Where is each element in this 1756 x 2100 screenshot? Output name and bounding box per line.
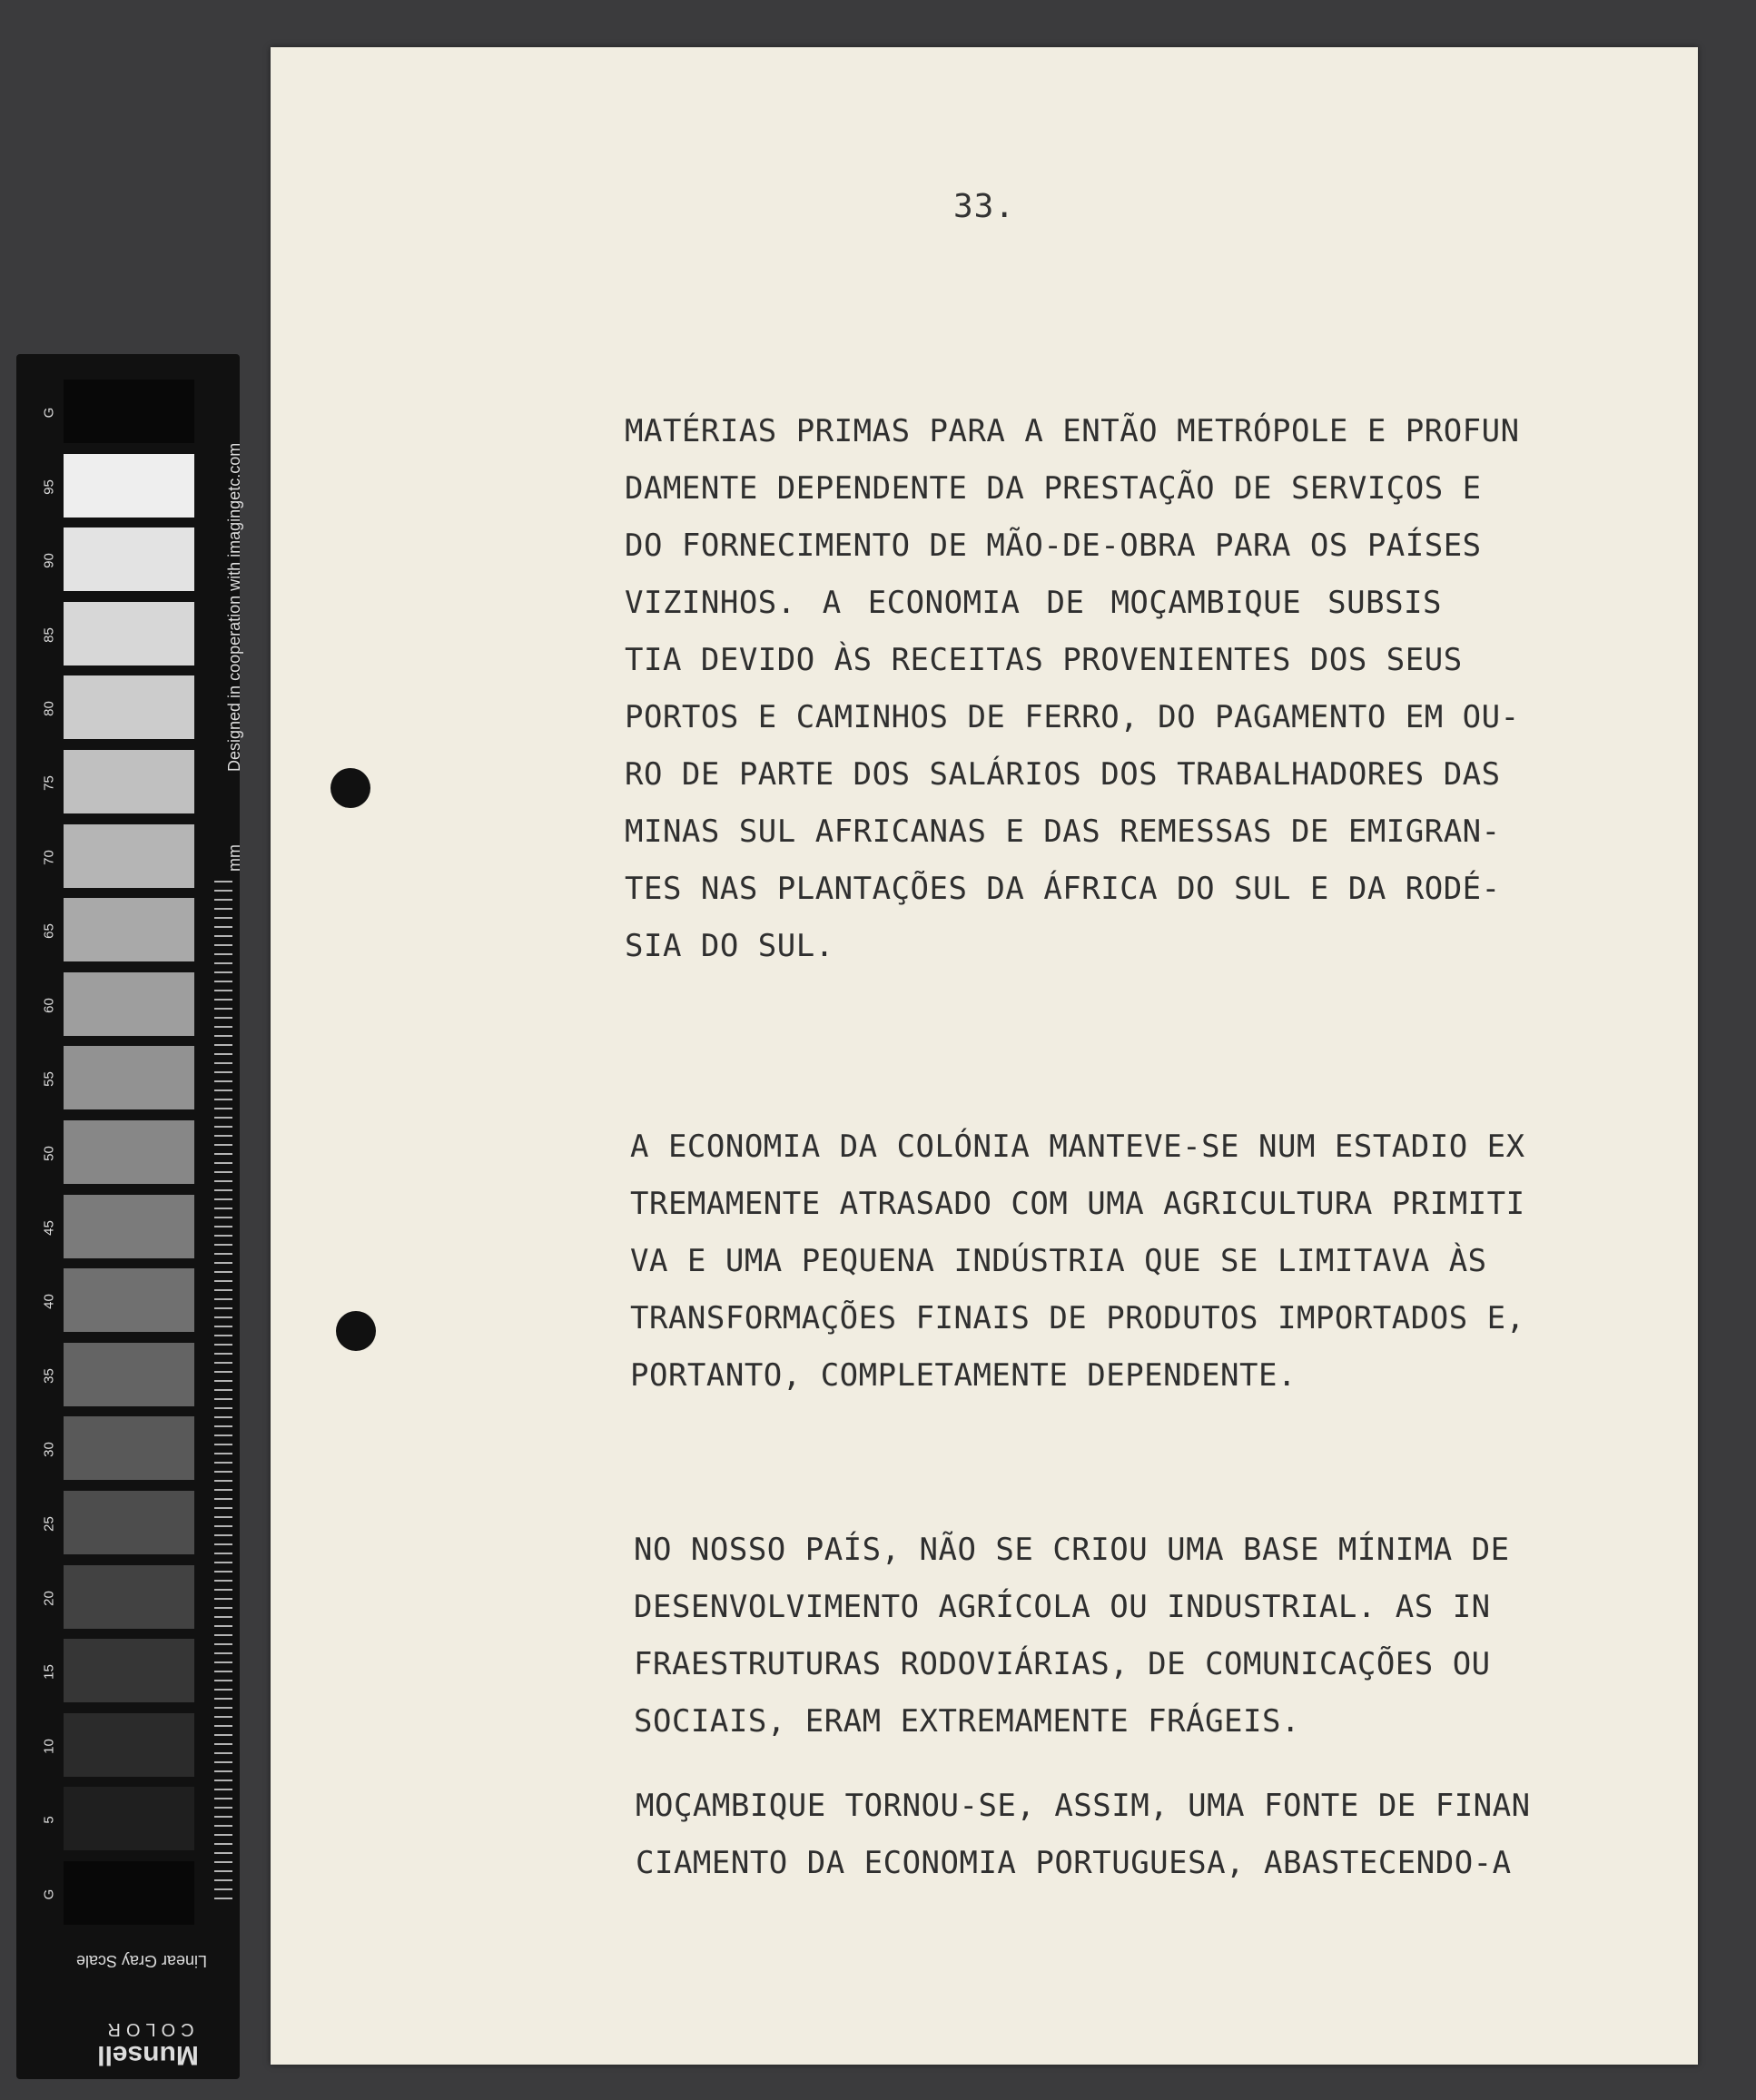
- text-line: MATÉRIAS PRIMAS PARA A ENTÃO METRÓPOLE E PROFUN: [625, 413, 1520, 449]
- gray-patch: [64, 1046, 194, 1109]
- gray-patch-label: 75: [41, 775, 57, 791]
- text-line: VIZINHOS. A ECONOMIA DE MOÇAMBIQUE SUBSIS: [625, 585, 1442, 621]
- gray-patch-label: 25: [41, 1516, 57, 1532]
- gray-patch-label: 85: [41, 626, 57, 643]
- mm-label: mm: [225, 844, 243, 872]
- text-line: SIA DO SUL.: [625, 928, 834, 964]
- text-line: A ECONOMIA DA COLÓNIA MANTEVE-SE NUM ESTADIO EX: [630, 1129, 1525, 1165]
- munsell-logo: Munsell COLOR: [97, 2019, 199, 2070]
- gray-patch: [64, 1565, 194, 1629]
- gray-patch-label: 95: [41, 478, 57, 495]
- gray-patch-label: 30: [41, 1442, 57, 1458]
- gray-patch-label: 50: [41, 1146, 57, 1161]
- page-number: 33.: [952, 188, 1016, 225]
- paragraph-2: [630, 1119, 1525, 1405]
- text-line: TIA DEVIDO ÀS RECEITAS PROVENIENTES DOS SEUS: [625, 642, 1463, 678]
- gray-patch: [64, 1416, 194, 1480]
- text-line: NO NOSSO PAÍS, NÃO SE CRIOU UMA BASE MÍNIMA DE: [634, 1532, 1510, 1568]
- gray-patch: [64, 1268, 194, 1332]
- gray-patch: [64, 824, 194, 888]
- gray-patch-label: 15: [41, 1664, 57, 1681]
- text-line: DESENVOLVIMENTO AGRÍCOLA OU INDUSTRIAL. AS IN: [634, 1589, 1491, 1625]
- text-line: VA E UMA PEQUENA INDÚSTRIA QUE SE LIMITAVA ÀS: [630, 1243, 1487, 1279]
- mm-ruler: [214, 881, 232, 1907]
- punch-hole-bottom: [336, 1311, 376, 1351]
- gray-patch: [64, 1787, 194, 1850]
- gray-patch-label: 20: [41, 1590, 57, 1606]
- paragraph-3: [634, 1522, 1510, 1750]
- text-line: PORTANTO, COMPLETAMENTE DEPENDENTE.: [630, 1357, 1297, 1394]
- gray-patch-label: 5: [41, 1816, 57, 1825]
- gray-patch: [64, 1343, 194, 1406]
- text-line: TREMAMENTE ATRASADO COM UMA AGRICULTURA PRIMITI: [630, 1186, 1525, 1222]
- gray-patch-label: 35: [41, 1367, 57, 1384]
- paragraph-1: [625, 403, 1520, 975]
- gray-patch-label: G: [41, 1888, 57, 1900]
- text-line: MINAS SUL AFRICANAS E DAS REMESSAS DE EMIGRAN-: [625, 813, 1501, 850]
- text-line: FRAESTRUTURAS RODOVIÁRIAS, DE COMUNICAÇÕES OU: [634, 1646, 1491, 1682]
- gray-patch-label: 60: [41, 997, 57, 1013]
- gray-patch-label: 45: [41, 1219, 57, 1236]
- gray-patch: [64, 972, 194, 1036]
- text-line: CIAMENTO DA ECONOMIA PORTUGUESA, ABASTECENDO-A: [636, 1845, 1512, 1881]
- text-line: DO FORNECIMENTO DE MÃO-DE-OBRA PARA OS PAÍSES: [625, 527, 1482, 564]
- gray-patch: [64, 675, 194, 739]
- text-line: PORTOS E CAMINHOS DE FERRO, DO PAGAMENTO EM OU-: [625, 699, 1520, 735]
- gray-patch: [64, 1120, 194, 1184]
- gray-patch-label: 90: [41, 553, 57, 569]
- gray-patch: [64, 527, 194, 591]
- gray-patch-label: G: [41, 407, 57, 419]
- gray-patch-label: 70: [41, 849, 57, 865]
- gray-patch-label: 55: [41, 1071, 57, 1088]
- gray-patch-label: 80: [41, 701, 57, 717]
- gray-patch: [64, 1195, 194, 1258]
- scale-title: Linear Gray Scale: [75, 1952, 207, 1970]
- text-line: TES NAS PLANTAÇÕES DA ÁFRICA DO SUL E DA RODÉ-: [625, 871, 1501, 907]
- paragraph-4: [636, 1778, 1531, 1892]
- text-line: MOÇAMBIQUE TORNOU-SE, ASSIM, UMA FONTE DE FINAN: [636, 1788, 1531, 1824]
- designed-credit: Designed in cooperation with imagingetc.com: [225, 442, 243, 772]
- gray-patch: [64, 1713, 194, 1777]
- text-line: DAMENTE DEPENDENTE DA PRESTAÇÃO DE SERVIÇOS E: [625, 470, 1482, 507]
- text-line: SOCIAIS, ERAM EXTREMAMENTE FRÁGEIS.: [634, 1703, 1300, 1740]
- gray-patch: [64, 1639, 194, 1702]
- text-line: TRANSFORMAÇÕES FINAIS DE PRODUTOS IMPORTADOS E,: [630, 1300, 1525, 1336]
- text-line: RO DE PARTE DOS SALÁRIOS DOS TRABALHADORES DAS: [625, 756, 1501, 793]
- document-page: [271, 47, 1698, 2065]
- gray-patch: [64, 380, 194, 443]
- gray-patch: [64, 1861, 194, 1925]
- gray-patch: [64, 454, 194, 518]
- gray-patch: [64, 898, 194, 961]
- gray-patch: [64, 750, 194, 813]
- punch-hole-top: [330, 768, 370, 808]
- gray-patch-label: 65: [41, 923, 57, 940]
- gray-patch-label: 10: [41, 1738, 57, 1754]
- gray-patch: [64, 1491, 194, 1554]
- gray-patch-label: 40: [41, 1294, 57, 1310]
- gray-patch: [64, 602, 194, 665]
